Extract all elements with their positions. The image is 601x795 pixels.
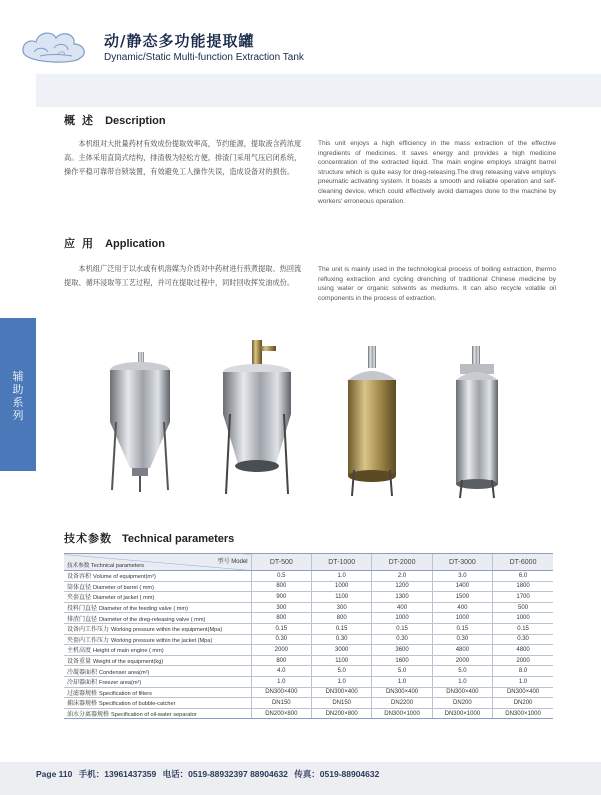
corner-params-label: 技术参数 Technical parameters <box>67 563 145 569</box>
param-label-cell <box>64 645 251 656</box>
param-label-en: Height of main engine ( mm) <box>93 648 164 655</box>
param-label-cell <box>64 581 251 592</box>
param-value-cell: 5.0 <box>432 666 492 677</box>
param-value-cell: 0.5 <box>251 571 311 582</box>
param-value-cell: DN300×400 <box>372 687 432 698</box>
table-row <box>64 581 553 592</box>
param-value-cell: DN300×400 <box>312 687 372 698</box>
param-value-cell: 300 <box>251 602 311 613</box>
param-value-cell: 2000 <box>493 655 553 666</box>
param-value-cell: 3000 <box>312 645 372 656</box>
tank-straight-1 <box>348 346 396 496</box>
param-label-en: Specification of oil-water separator <box>111 712 197 719</box>
param-label-cn: 主机高度 <box>67 648 92 655</box>
param-label-en: Diameter of the feeding valve ( mm) <box>99 606 188 613</box>
application-heading <box>64 235 165 251</box>
table-row <box>64 571 553 582</box>
application-text-en: The unit is mainly used in the technological process of boiling extraction, thermo refluxing extraction and cycling drenching of traditional Chinese medicine by using water or organic solvents as mediums. It can also recycle volatile oil components in the process of extraction. <box>318 266 556 302</box>
tank-dt-cone-2 <box>223 340 291 494</box>
table-corner-cell <box>64 554 251 571</box>
param-value-cell: 0.30 <box>312 634 372 645</box>
side-category-tab <box>0 318 36 471</box>
param-value-cell: 3600 <box>372 645 432 656</box>
page-title-cn: 动/静态多功能提取罐 <box>104 32 255 50</box>
param-label-en: Working pressure within the equipment(Mpa) <box>111 627 223 634</box>
table-row <box>64 634 553 645</box>
param-label-cell <box>64 676 251 687</box>
param-label-en: Working pressure within the jacket (Mpa) <box>111 637 213 644</box>
param-value-cell: 1000 <box>312 581 372 592</box>
param-value-cell: 1100 <box>312 592 372 603</box>
param-value-cell: 800 <box>251 581 311 592</box>
param-label-en: Specification of bubble-catcher <box>99 701 176 708</box>
param-label-cn: 捕沫器规格 <box>67 701 98 708</box>
param-label-cell <box>64 698 251 709</box>
param-value-cell: 1400 <box>432 581 492 592</box>
param-label-en: Weight of the equipment(kg) <box>93 659 164 666</box>
model-header: DT-3000 <box>432 554 492 571</box>
header-band <box>36 74 601 107</box>
param-label-cn: 排渣门直径 <box>67 616 98 623</box>
param-value-cell: 0.15 <box>372 623 432 634</box>
page-title-en: Dynamic/Static Multi-function Extraction Tank <box>104 52 304 63</box>
param-value-cell: 0.30 <box>372 634 432 645</box>
param-value-cell: 800 <box>251 655 311 666</box>
param-value-cell: 1.0 <box>372 676 432 687</box>
param-value-cell: 5.0 <box>372 666 432 677</box>
param-value-cell: DN2200 <box>372 698 432 709</box>
param-label-en: Diameter of barrel ( mm) <box>93 584 154 591</box>
param-value-cell: DN300×1000 <box>493 708 553 719</box>
description-heading-cn: 概 述 <box>64 115 96 127</box>
table-row <box>64 698 553 709</box>
param-value-cell: 400 <box>372 602 432 613</box>
param-value-cell: 800 <box>251 613 311 624</box>
model-header: DT-6000 <box>493 554 553 571</box>
param-value-cell: 0.15 <box>251 623 311 634</box>
fax-contact: 传真：0519-88904632 <box>294 769 380 779</box>
param-value-cell: 0.15 <box>432 623 492 634</box>
table-row <box>64 708 553 719</box>
model-header: DT-500 <box>251 554 311 571</box>
param-value-cell: 1.0 <box>432 676 492 687</box>
table-row <box>64 676 553 687</box>
cloud-logo-icon <box>18 24 90 68</box>
description-heading <box>64 112 166 128</box>
param-value-cell: 2000 <box>432 655 492 666</box>
param-label-en: Diameter of jacket ( mm) <box>93 595 155 602</box>
table-row <box>64 592 553 603</box>
param-value-cell: 2000 <box>251 645 311 656</box>
param-value-cell: 5.0 <box>312 666 372 677</box>
param-value-cell: 1.0 <box>312 676 372 687</box>
phone-contact: 电话：0519-88932397 88904632 <box>162 769 288 779</box>
param-value-cell: 1700 <box>493 592 553 603</box>
param-value-cell: 1.0 <box>251 676 311 687</box>
table-row <box>64 602 553 613</box>
mobile-contact: 手机：13961437359 <box>78 769 157 779</box>
param-label-cell <box>64 571 251 582</box>
application-heading-cn: 应 用 <box>64 238 96 250</box>
corner-model-label: 型号 Model <box>217 559 248 565</box>
table-body <box>64 571 553 719</box>
param-label-cell <box>64 602 251 613</box>
param-value-cell: 4.0 <box>251 666 311 677</box>
param-value-cell: DN200×800 <box>312 708 372 719</box>
table-row <box>64 623 553 634</box>
param-value-cell: DN300×1000 <box>432 708 492 719</box>
param-value-cell: 900 <box>251 592 311 603</box>
side-tab-char: 列 <box>12 409 24 422</box>
table-row <box>64 666 553 677</box>
param-value-cell: 1600 <box>372 655 432 666</box>
param-label-cell <box>64 666 251 677</box>
param-label-cn: 油水分离器规格 <box>67 712 110 719</box>
param-label-cell <box>64 592 251 603</box>
param-value-cell: 300 <box>312 602 372 613</box>
param-label-cn: 冷凝器面积 <box>67 669 98 676</box>
param-value-cell: 800 <box>312 613 372 624</box>
page-number: Page 110 <box>36 769 73 779</box>
param-value-cell: DN150 <box>312 698 372 709</box>
param-value-cell: 1000 <box>493 613 553 624</box>
param-value-cell: 0.30 <box>251 634 311 645</box>
param-value-cell: 1000 <box>432 613 492 624</box>
description-heading-en: Description <box>105 115 166 127</box>
param-value-cell: 3.0 <box>432 571 492 582</box>
param-label-cn: 投料门直径 <box>67 606 98 613</box>
param-value-cell: 1000 <box>372 613 432 624</box>
param-value-cell: DN300×1000 <box>372 708 432 719</box>
param-label-cn: 设备容积 <box>67 574 92 581</box>
param-value-cell: 0.15 <box>493 623 553 634</box>
tank-dt-cone-1 <box>110 352 170 492</box>
param-label-cell <box>64 623 251 634</box>
param-value-cell: DN200 <box>493 698 553 709</box>
param-value-cell: DN200×800 <box>251 708 311 719</box>
param-label-cn: 夹套内工作压力 <box>67 637 110 644</box>
param-value-cell: 400 <box>432 602 492 613</box>
table-row <box>64 613 553 624</box>
footer-contact <box>36 768 383 780</box>
tank-straight-2 <box>456 346 498 498</box>
table-header-row <box>64 554 553 571</box>
param-value-cell: 4800 <box>432 645 492 656</box>
param-value-cell: DN150 <box>251 698 311 709</box>
param-value-cell: DN300×400 <box>251 687 311 698</box>
params-heading-en: Technical parameters <box>122 533 235 545</box>
params-heading <box>64 530 234 546</box>
param-label-cn: 设备重量 <box>67 659 92 666</box>
param-label-en: Diameter of the dreg-releasing valve ( mm) <box>99 616 206 623</box>
param-value-cell: 8.0 <box>493 666 553 677</box>
param-value-cell: 0.15 <box>312 623 372 634</box>
param-label-en: Volume of equipment(m³) <box>93 574 156 581</box>
param-value-cell: DN200 <box>432 698 492 709</box>
param-label-en: Freezer area(m²) <box>99 680 142 687</box>
param-label-cn: 过滤器规格 <box>67 690 98 697</box>
param-value-cell: 0.30 <box>432 634 492 645</box>
param-label-cell <box>64 687 251 698</box>
param-value-cell: 1300 <box>372 592 432 603</box>
param-value-cell: 6.0 <box>493 571 553 582</box>
param-label-cn: 夹套直径 <box>67 595 92 602</box>
extraction-tank-photos <box>100 340 570 500</box>
param-value-cell: 1200 <box>372 581 432 592</box>
param-value-cell: 1.0 <box>312 571 372 582</box>
param-value-cell: 1100 <box>312 655 372 666</box>
side-tab-char: 助 <box>12 383 24 396</box>
param-value-cell: DN300×400 <box>493 687 553 698</box>
param-label-cn: 冷却器面积 <box>67 680 98 687</box>
side-tab-char: 辅 <box>12 370 24 383</box>
param-label-en: Condenser area(m²) <box>99 669 150 676</box>
param-label-cell <box>64 613 251 624</box>
param-label-cell <box>64 655 251 666</box>
table-row <box>64 645 553 656</box>
technical-parameters-table <box>64 553 553 719</box>
param-value-cell: DN300×400 <box>432 687 492 698</box>
param-value-cell: 4800 <box>493 645 553 656</box>
param-value-cell: 500 <box>493 602 553 613</box>
table-row <box>64 655 553 666</box>
table-row <box>64 687 553 698</box>
param-label-en: Specification of filters <box>99 690 152 697</box>
param-value-cell: 1800 <box>493 581 553 592</box>
param-value-cell: 2.0 <box>372 571 432 582</box>
param-value-cell: 0.30 <box>493 634 553 645</box>
description-text-cn: 本机组对大批量药材有效成份提取效率高，节约能源，提取液含药浓度高。主体采用直筒式结构，排渣极为轻松方便。排渣门采用气压启闭系统，操作平稳可靠带自锁装置，有效避免工人操作失误，造成设备对的损伤。 <box>64 139 302 176</box>
param-label-cell <box>64 708 251 719</box>
side-tab-char: 系 <box>12 396 24 409</box>
param-value-cell: 1.0 <box>493 676 553 687</box>
param-label-cn: 设备内工作压力 <box>67 627 110 634</box>
param-label-cn: 筒体直径 <box>67 584 92 591</box>
param-label-cell <box>64 634 251 645</box>
model-header: DT-1000 <box>312 554 372 571</box>
params-heading-cn: 技术参数 <box>64 533 112 545</box>
application-text-cn: 本机组广泛用于以水或有机溶媒为介质对中药材进行煎煮提取、热回流提取、循环浸取等工艺过程，并可在提取过程中，同时回收挥发油成份。 <box>64 264 302 287</box>
application-heading-en: Application <box>105 238 165 250</box>
model-header: DT-2000 <box>372 554 432 571</box>
param-value-cell: 1500 <box>432 592 492 603</box>
description-text-en: This unit enjoys a high efficiency in the mass extraction of the effective ingredients of medicines. It saves energy and provides a high medicine concentration of the extracted liquid. The main engine employs straight barrel structure which is quite easy for dreg-releasing.The dreg releasing valve employs pneumatic activating system. It boasts a smooth and reliable operation and self-cleaning device, which could effectively avoid damages done to the machine by workers' erroneous operation. <box>318 140 556 205</box>
